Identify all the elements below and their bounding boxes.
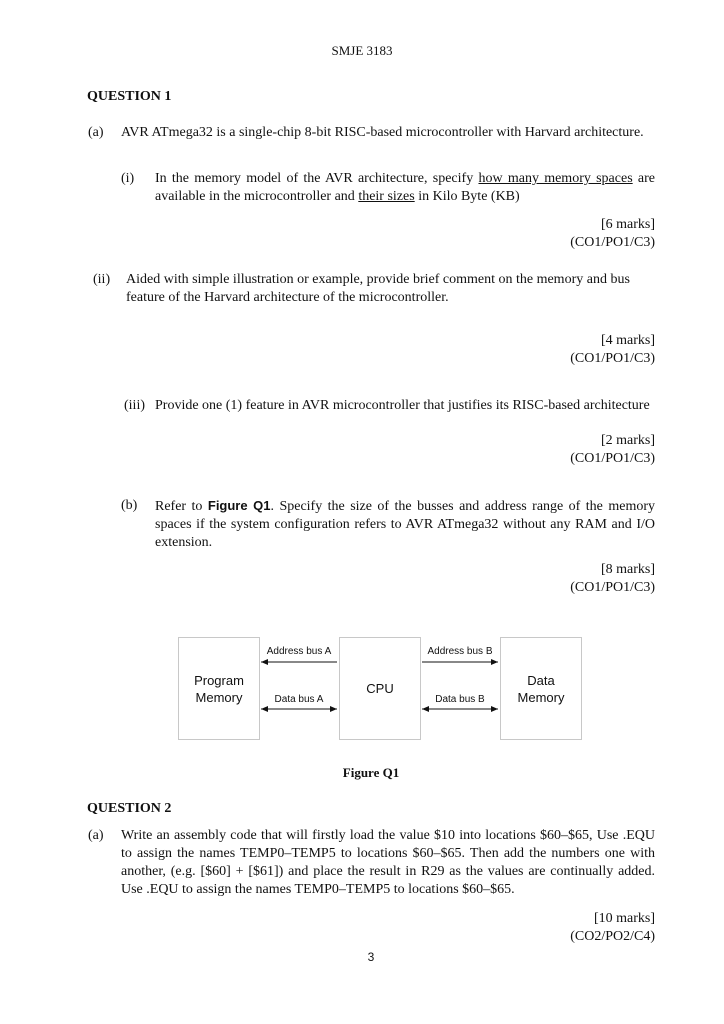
- program-memory-label-line2: Memory: [195, 689, 243, 705]
- q1b-figure-ref: Figure Q1: [207, 498, 271, 513]
- q1a-i-label: (i): [121, 171, 135, 186]
- q1a-i-text-mid: are available in the microcontroller and: [155, 171, 656, 204]
- data-bus-a-label: Data bus A: [274, 694, 324, 705]
- q1a-i-underline-sizes: their sizes: [358, 189, 415, 204]
- data-bus-b-label: Data bus B: [435, 694, 485, 705]
- q1b-text-pre: Refer to: [155, 499, 208, 514]
- q1a-i-text-post: in Kilo Byte (KB): [414, 189, 520, 204]
- question-2-title: QUESTION 2: [87, 801, 172, 816]
- q1b-marks: [8 marks]: [600, 562, 655, 577]
- question-1-title: QUESTION 1: [87, 89, 172, 104]
- data-memory-label-line1: Data: [527, 672, 555, 688]
- q1a-i-text-pre: In the memory model of the AVR architecture, specify: [155, 171, 479, 186]
- q2a-text: Write an assembly code that will firstly load the value $10 into locations $60–$65, Use .EQU to assign the names TEMP0–TEMP5 to locations $60–$65. Then add the numbers one with another, (e.g. [$60] + [$61]) and place the result in R29 as the values are continually added. Use .EQU to assign the names TEMP0–TEMP5 to locations $60–$65.: [121, 828, 655, 897]
- address-bus-b-label: Address bus B: [427, 646, 493, 657]
- q1b-text-post: . Specify the size of the busses and address range of the memory spaces if the system configuration refers to AVR ATmega32 without any RAM and I/O extension.: [155, 499, 655, 550]
- q1a-label: (a): [88, 125, 104, 140]
- data-memory-label-line2: Memory: [517, 689, 565, 705]
- q1a-iii-marks: [2 marks]: [600, 433, 655, 448]
- q1b-label: (b): [121, 498, 138, 513]
- q1a-iii-co: (CO1/PO1/C3): [570, 451, 655, 466]
- cpu-label: CPU: [366, 681, 394, 696]
- q1a-i-underline-memory-spaces: how many memory spaces: [478, 171, 633, 186]
- course-code-header: SMJE 3183: [331, 43, 393, 58]
- q1a-iii-text: Provide one (1) feature in AVR microcontroller that justifies its RISC-based architecture: [155, 398, 650, 413]
- q1a-iii-label: (iii): [124, 398, 145, 413]
- q1a-i-marks: [6 marks]: [600, 217, 655, 232]
- q2a-co: (CO2/PO2/C4): [570, 929, 655, 944]
- q2a-label: (a): [88, 828, 104, 843]
- q1a-ii-co: (CO1/PO1/C3): [570, 351, 655, 366]
- page-number: 3: [367, 950, 375, 964]
- q1a-text: AVR ATmega32 is a single-chip 8-bit RISC-based microcontroller with Harvard architecture.: [121, 125, 644, 140]
- q1a-ii-text: Aided with simple illustration or example, provide brief comment on the memory and bus feature of the Harvard architecture of the microcontroller.: [126, 272, 630, 305]
- q1a-i-co: (CO1/PO1/C3): [570, 235, 655, 250]
- q1b-co: (CO1/PO1/C3): [570, 580, 655, 595]
- program-memory-label-line1: Program: [194, 672, 244, 688]
- q1a-ii-label: (ii): [93, 272, 111, 287]
- address-bus-a-label: Address bus A: [266, 646, 332, 657]
- q1a-ii-marks: [4 marks]: [600, 333, 655, 348]
- figure-q1-caption: Figure Q1: [342, 765, 400, 780]
- q2a-marks: [10 marks]: [593, 911, 655, 926]
